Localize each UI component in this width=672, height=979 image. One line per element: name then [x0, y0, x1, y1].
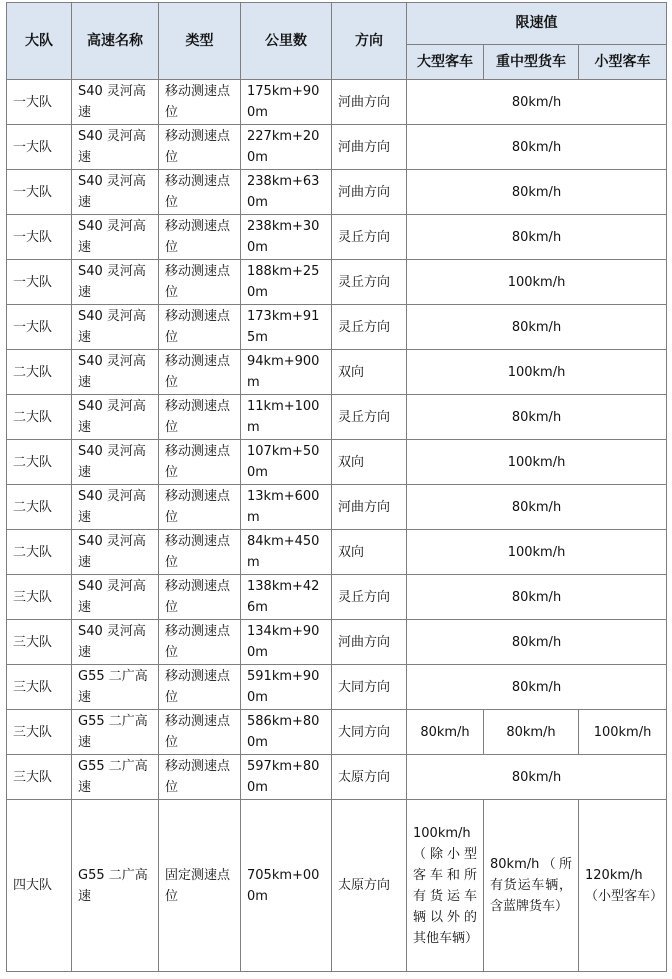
km-cell: 134km+900m — [241, 620, 332, 665]
small-car-speed-cell: 120km/h（小型客车） — [579, 800, 667, 972]
type-cell: 移动测速点位 — [159, 710, 241, 755]
table-row — [7, 575, 667, 620]
table-row — [7, 170, 667, 215]
header-large-bus: 大型客车 — [407, 45, 484, 80]
type-cell: 移动测速点位 — [159, 260, 241, 305]
brigade-cell: 二大队 — [7, 530, 72, 575]
speed-cell: 80km/h — [407, 665, 667, 710]
km-cell: 173km+915m — [241, 305, 332, 350]
header-km: 公里数 — [241, 3, 332, 80]
highway-cell: G55 二广高速 — [72, 665, 159, 710]
type-cell: 固定测速点位 — [159, 800, 241, 972]
direction-cell: 灵丘方向 — [332, 260, 407, 305]
km-cell: 586km+800m — [241, 710, 332, 755]
highway-cell: S40 灵河高速 — [72, 350, 159, 395]
header-brigade: 大队 — [7, 3, 72, 80]
speed-cell: 80km/h — [407, 485, 667, 530]
brigade-cell: 一大队 — [7, 170, 72, 215]
speed-cell: 100km/h — [407, 440, 667, 485]
brigade-cell: 四大队 — [7, 800, 72, 972]
highway-cell: S40 灵河高速 — [72, 260, 159, 305]
direction-cell: 河曲方向 — [332, 170, 407, 215]
heavy-truck-speed-cell: 80km/h — [484, 710, 579, 755]
highway-cell: G55 二广高速 — [72, 710, 159, 755]
speed-cell: 80km/h — [407, 305, 667, 350]
table-row — [7, 665, 667, 710]
highway-cell: S40 灵河高速 — [72, 485, 159, 530]
type-cell: 移动测速点位 — [159, 305, 241, 350]
brigade-cell: 二大队 — [7, 485, 72, 530]
table-row — [7, 620, 667, 665]
large-bus-speed-cell: 80km/h — [407, 710, 484, 755]
km-cell: 84km+450m — [241, 530, 332, 575]
km-cell: 138km+426m — [241, 575, 332, 620]
table-row — [7, 305, 667, 350]
table-row — [7, 215, 667, 260]
direction-cell: 河曲方向 — [332, 80, 407, 125]
km-cell: 188km+250m — [241, 260, 332, 305]
speed-cell: 80km/h — [407, 575, 667, 620]
km-cell: 238km+630m — [241, 170, 332, 215]
brigade-cell: 二大队 — [7, 395, 72, 440]
brigade-cell: 一大队 — [7, 80, 72, 125]
table-row — [7, 80, 667, 125]
brigade-cell: 三大队 — [7, 665, 72, 710]
speed-cell: 80km/h — [407, 215, 667, 260]
table-row — [7, 485, 667, 530]
speed-cell: 80km/h — [407, 125, 667, 170]
type-cell: 移动测速点位 — [159, 395, 241, 440]
speed-cell: 100km/h — [407, 350, 667, 395]
direction-cell: 灵丘方向 — [332, 395, 407, 440]
speed-cell: 100km/h — [407, 530, 667, 575]
km-cell: 175km+900m — [241, 80, 332, 125]
km-cell: 227km+200m — [241, 125, 332, 170]
type-cell: 移动测速点位 — [159, 350, 241, 395]
brigade-cell: 一大队 — [7, 305, 72, 350]
highway-cell: S40 灵河高速 — [72, 620, 159, 665]
table-row — [7, 755, 667, 800]
highway-cell: S40 灵河高速 — [72, 575, 159, 620]
highway-cell: S40 灵河高速 — [72, 80, 159, 125]
type-cell: 移动测速点位 — [159, 485, 241, 530]
direction-cell: 双向 — [332, 530, 407, 575]
type-cell: 移动测速点位 — [159, 440, 241, 485]
highway-cell: S40 灵河高速 — [72, 170, 159, 215]
speed-cell: 80km/h — [407, 170, 667, 215]
type-cell: 移动测速点位 — [159, 620, 241, 665]
direction-cell: 河曲方向 — [332, 125, 407, 170]
km-cell: 13km+600m — [241, 485, 332, 530]
header-type: 类型 — [159, 3, 241, 80]
table-row — [7, 350, 667, 395]
table-row — [7, 800, 667, 972]
direction-cell: 太原方向 — [332, 800, 407, 972]
type-cell: 移动测速点位 — [159, 755, 241, 800]
brigade-cell: 三大队 — [7, 710, 72, 755]
type-cell: 移动测速点位 — [159, 80, 241, 125]
km-cell: 94km+900m — [241, 350, 332, 395]
table-row — [7, 710, 667, 755]
direction-cell: 河曲方向 — [332, 620, 407, 665]
highway-cell: G55 二广高速 — [72, 800, 159, 972]
brigade-cell: 一大队 — [7, 260, 72, 305]
direction-cell: 大同方向 — [332, 665, 407, 710]
km-cell: 597km+800m — [241, 755, 332, 800]
speed-cell: 80km/h — [407, 80, 667, 125]
table-row — [7, 260, 667, 305]
brigade-cell: 三大队 — [7, 755, 72, 800]
large-bus-speed-cell: 100km/h（除小型客车和所有货运车辆以外的其他车辆） — [407, 800, 484, 972]
km-cell: 11km+100m — [241, 395, 332, 440]
header-small-car: 小型客车 — [579, 45, 667, 80]
table-row — [7, 125, 667, 170]
table-row — [7, 395, 667, 440]
direction-cell: 双向 — [332, 440, 407, 485]
header-direction: 方向 — [332, 3, 407, 80]
direction-cell: 河曲方向 — [332, 485, 407, 530]
header-heavy-truck: 重中型货车 — [484, 45, 579, 80]
km-cell: 591km+900m — [241, 665, 332, 710]
highway-cell: S40 灵河高速 — [72, 530, 159, 575]
highway-cell: S40 灵河高速 — [72, 215, 159, 260]
speed-cell: 100km/h — [407, 260, 667, 305]
direction-cell: 大同方向 — [332, 710, 407, 755]
km-cell: 238km+300m — [241, 215, 332, 260]
brigade-cell: 二大队 — [7, 350, 72, 395]
brigade-cell: 三大队 — [7, 575, 72, 620]
highway-cell: S40 灵河高速 — [72, 395, 159, 440]
highway-cell: S40 灵河高速 — [72, 440, 159, 485]
speed-cell: 80km/h — [407, 620, 667, 665]
direction-cell: 灵丘方向 — [332, 215, 407, 260]
direction-cell: 太原方向 — [332, 755, 407, 800]
km-cell: 107km+500m — [241, 440, 332, 485]
small-car-speed-cell: 100km/h — [579, 710, 667, 755]
type-cell: 移动测速点位 — [159, 170, 241, 215]
type-cell: 移动测速点位 — [159, 215, 241, 260]
brigade-cell: 三大队 — [7, 620, 72, 665]
type-cell: 移动测速点位 — [159, 665, 241, 710]
table-row — [7, 530, 667, 575]
heavy-truck-speed-cell: 80km/h（所有货运车辆，含蓝牌货车） — [484, 800, 579, 972]
speed-cell: 80km/h — [407, 755, 667, 800]
header-speed-limit: 限速值 — [407, 3, 667, 45]
km-cell: 705km+000m — [241, 800, 332, 972]
highway-cell: G55 二广高速 — [72, 755, 159, 800]
brigade-cell: 一大队 — [7, 215, 72, 260]
brigade-cell: 一大队 — [7, 125, 72, 170]
table-row — [7, 440, 667, 485]
highway-cell: S40 灵河高速 — [72, 305, 159, 350]
direction-cell: 灵丘方向 — [332, 575, 407, 620]
header-highway: 高速名称 — [72, 3, 159, 80]
highway-cell: S40 灵河高速 — [72, 125, 159, 170]
speed-cell: 80km/h — [407, 395, 667, 440]
type-cell: 移动测速点位 — [159, 530, 241, 575]
type-cell: 移动测速点位 — [159, 125, 241, 170]
speed-limit-table — [6, 2, 667, 972]
brigade-cell: 二大队 — [7, 440, 72, 485]
direction-cell: 双向 — [332, 350, 407, 395]
direction-cell: 灵丘方向 — [332, 305, 407, 350]
type-cell: 移动测速点位 — [159, 575, 241, 620]
